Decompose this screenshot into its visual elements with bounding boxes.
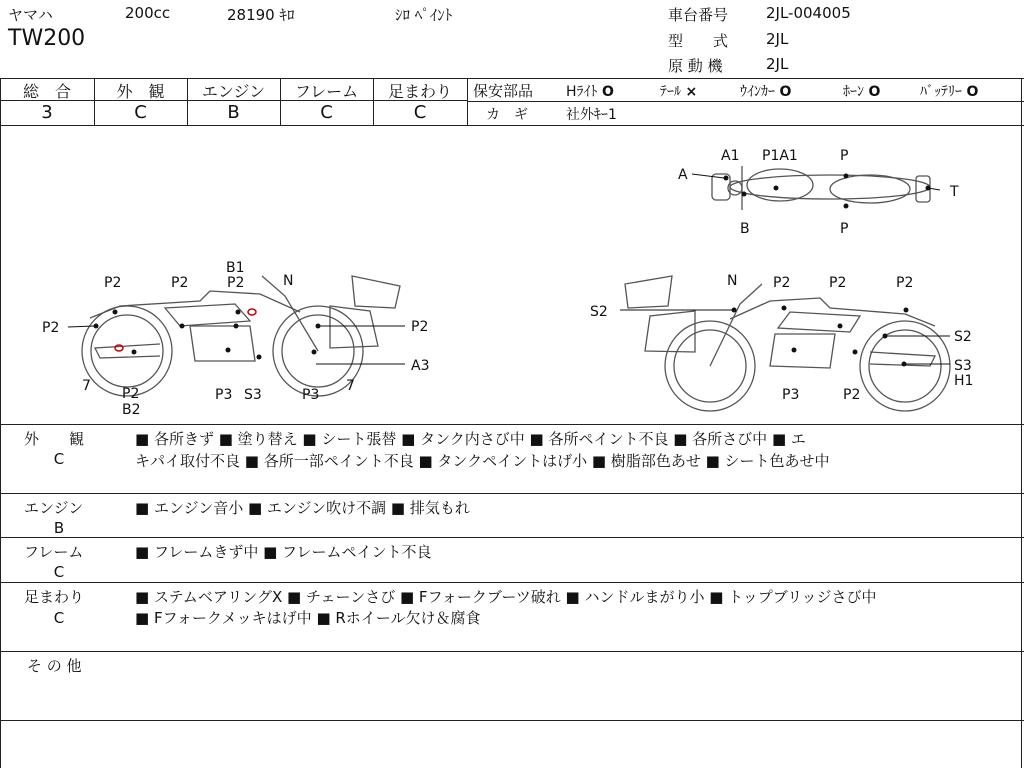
displacement: 200cc [125,4,171,22]
section-suspension-line1: ■ ステムベアリングX ■ チェーンさび ■ Fフォークブーツ破れ ■ ハンドルまがり小 ■ トップブリッジさび中 [135,588,877,606]
grade-header-overall: 総 合 [22,82,71,101]
key-label: カ ギ [486,107,528,123]
section-exterior-title: 外 観 [24,430,85,448]
divider [0,537,1024,538]
section-exterior-grade: C [53,450,65,468]
divider [0,424,1024,425]
section-frame-title: フレーム [24,543,84,561]
engine-label: 原 動 機 [668,57,723,75]
label-b1: B1 [226,260,245,276]
chassis-label: 車台番号 [668,6,729,24]
safety-item-name: ﾎｰﾝ [843,84,864,100]
grade-header-engine: エンジン [201,82,266,101]
safety-item-winker [740,81,791,101]
section-engine-grade: B [53,519,65,537]
section-suspension-title: 足まわり [24,588,85,606]
color: ｼﾛ ﾍﾟｲﾝﾄ [395,6,453,24]
damage-points [94,174,931,367]
section-suspension-line2: ■ Fフォークメッキはげ中 ■ Rホイール欠け＆腐食 [135,609,481,627]
safety-item-mark: O [779,84,792,100]
safety-item-battery [920,81,978,101]
top-view-bike [712,166,930,210]
label-p2: P2 [171,275,189,291]
grade-header-exterior: 外 観 [116,82,165,101]
label-a3: A3 [411,358,430,374]
maker: ヤマハ [8,6,53,24]
safety-item-mark: × [685,84,698,100]
section-engine-line1: ■ エンジン音小 ■ エンジン吹け不調 ■ 排気もれ [135,499,470,517]
safety-item-name: Hﾗｲﾄ [566,84,598,100]
label-b2: B2 [122,402,141,418]
label-s2: S2 [590,304,608,320]
divider [0,651,1024,652]
safety-item-name: ﾃｰﾙ [660,84,681,100]
label-p3: P3 [782,387,800,403]
grade-header-suspension: 足まわり [387,82,452,101]
divider [0,582,1024,583]
label-h1: H1 [954,373,974,389]
leader-lines [68,174,950,364]
label-p2: P2 [843,387,861,403]
divider [0,493,1024,494]
divider [0,720,1024,721]
label-p2: P2 [773,275,791,291]
label-a: A [678,167,688,183]
type-value: 2JL [766,30,789,48]
divider [467,78,468,125]
damage-diagram [0,126,1024,424]
safety-item-mark: O [966,84,979,100]
label-s3: S3 [244,387,262,403]
label-7: 7 [82,378,91,394]
label-p2: P2 [829,275,847,291]
section-engine-title: エンジン [24,499,84,517]
label-p2: P2 [42,320,60,336]
safety-label: 保安部品 [473,82,534,100]
key-value: 社外ｷｰ1 [566,107,617,123]
label-s3: S3 [954,358,972,374]
label-p2: P2 [896,275,914,291]
label-t: T [950,184,959,200]
chassis-value: 2JL-004005 [766,4,851,22]
grade-value-frame: C [320,102,333,123]
label-n: N [727,273,738,289]
section-exterior-line1: ■ 各所きず ■ 塗り替え ■ シート張替 ■ タンク内さび中 ■ 各所ペイント不良 ■ 各所さび中 ■ エ [135,430,806,448]
safety-item-name: ｳｲﾝｶｰ [740,84,775,100]
engine-value: 2JL [766,55,789,73]
safety-item-mark: O [601,84,614,100]
label-p3: P3 [302,387,320,403]
model-name: TW200 [8,26,86,51]
section-other-title: そ の 他 [27,657,82,675]
label-p1a1: P1A1 [762,148,798,164]
grade-value-exterior: C [134,102,147,123]
label-p-bottom: P [840,221,849,237]
divider [468,101,1024,102]
label-p2: P2 [122,386,140,402]
label-7: 7 [346,378,355,394]
type-label: 型 式 [668,32,729,50]
grade-value-engine: B [227,102,240,123]
label-n: N [283,273,294,289]
section-frame-line1: ■ フレームきず中 ■ フレームペイント不良 [135,543,432,561]
label-s2: S2 [954,329,972,345]
safety-item-mark: O [868,84,881,100]
safety-item-name: ﾊﾞｯﾃﾘｰ [920,84,962,100]
safety-item-tail [660,81,697,101]
label-a1: A1 [721,148,740,164]
grade-value-overall: 3 [41,102,53,123]
mileage: 28190 ｷﾛ [227,6,295,24]
section-exterior-line2: キパイ取付不良 ■ 各所一部ペイント不良 ■ タンクペイントはげ小 ■ 樹脂部色あせ ■ シート色あせ中 [135,452,830,470]
section-frame-grade: C [53,563,65,581]
label-b: B [740,221,750,237]
label-p2: P2 [227,275,245,291]
grade-value-suspension: C [413,102,427,123]
label-p2: P2 [104,275,122,291]
label-p2: P2 [411,319,429,335]
grade-header-frame: フレーム [294,82,359,101]
section-suspension-grade: C [53,609,65,627]
rust-marks [115,309,256,351]
safety-item-horn [843,81,880,101]
label-p3: P3 [215,387,233,403]
label-p-top: P [840,148,849,164]
safety-item-headlight [566,81,614,101]
